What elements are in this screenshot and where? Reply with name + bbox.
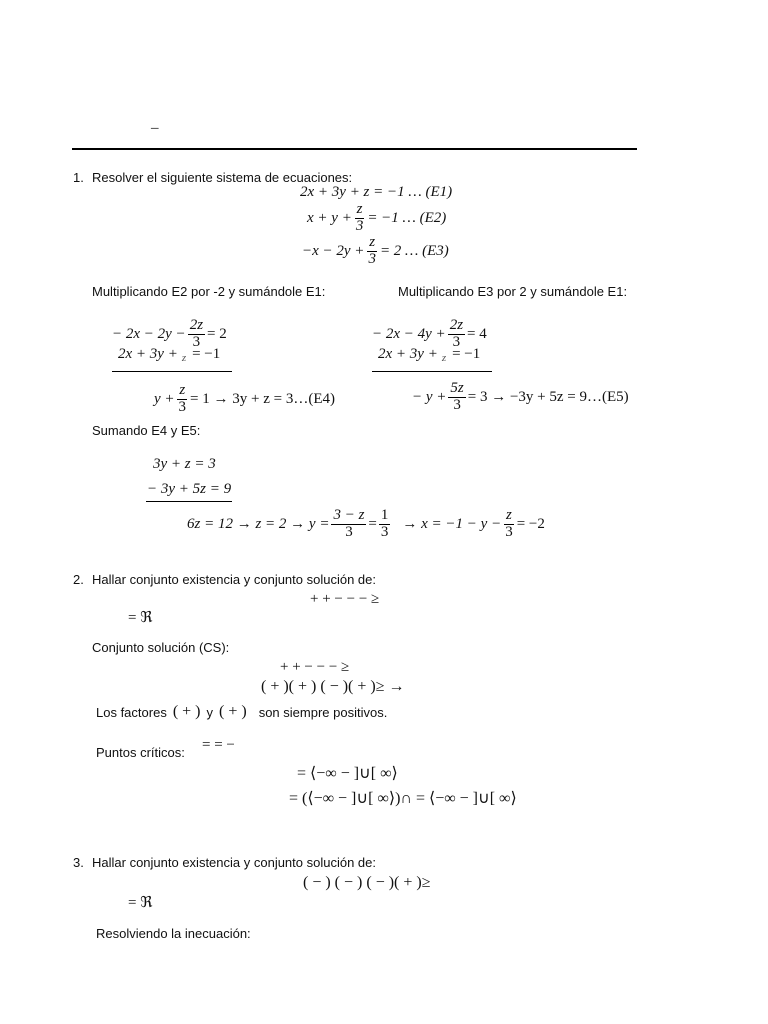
faded-z: z	[441, 352, 447, 364]
step-sum-e4-e5: Sumando E4 y E5:	[92, 423, 201, 438]
problem-2-expression: + + − − − ≥	[310, 591, 380, 607]
equation-e2-left: x + y +	[307, 209, 352, 226]
expr: − y +	[412, 388, 447, 405]
puntos-criticos-values: = = −	[202, 737, 235, 753]
expr: = 3 → −3y + 5z = 9…(E5)	[467, 388, 629, 405]
equation-e3-fraction	[366, 235, 378, 268]
expr: 2x + 3y +	[118, 346, 178, 362]
interval-2: = (⟨−∞ − ]∪[ ∞⟩)∩ = ⟨−∞ − ]∪[ ∞⟩	[289, 790, 517, 807]
equation-e2-right: = −1 … (E2)	[367, 209, 447, 226]
resolviendo-label: Resolviendo la inecuación:	[96, 926, 251, 941]
factor-1: ( + )	[172, 703, 201, 720]
expr: = 4	[467, 325, 487, 342]
right-elim-result	[412, 381, 629, 414]
expr: y +	[154, 390, 175, 407]
expr: = −1	[452, 346, 481, 362]
fraction-numerator: z	[356, 201, 363, 217]
fraction-denominator: 3	[380, 523, 389, 540]
equation-e3-right: = 2 … (E3)	[379, 242, 449, 259]
header-dash: –	[151, 120, 159, 136]
fraction	[379, 508, 391, 541]
right-elim-row-2	[378, 346, 480, 364]
equation-e2-fraction	[354, 202, 366, 235]
left-elim-row-2	[118, 346, 220, 364]
equation-e3	[302, 235, 449, 268]
fraction-numerator: 1	[380, 507, 389, 523]
fraction-numerator: z	[369, 234, 376, 250]
fraction-numerator: 3 − z	[333, 507, 365, 523]
expr: = −1	[192, 346, 221, 362]
factor-2: ( + )	[219, 703, 247, 720]
fraction-denominator: 3	[505, 523, 513, 540]
factores-line	[96, 703, 387, 721]
left-elim-rule	[112, 371, 232, 372]
cs-factored: ( + )( + ) ( − )( + )≥ →	[261, 678, 405, 695]
fraction	[448, 381, 465, 414]
sum-row-2: − 3y + 5z = 9	[147, 481, 232, 497]
expr: → x = −1 − y −	[402, 515, 502, 532]
fraction-numerator: 2z	[449, 317, 464, 333]
fraction-numerator: 5z	[450, 380, 464, 396]
problem-1-number: 1.	[73, 170, 84, 185]
fraction-denominator: 3	[345, 523, 353, 540]
sum-rule	[146, 501, 232, 502]
fraction-denominator: 3	[453, 396, 461, 413]
fraction	[177, 383, 189, 416]
problem-3-inequality: ( − ) ( − ) ( − )( + )≥	[303, 874, 431, 891]
puntos-criticos-label: Puntos críticos:	[96, 745, 185, 760]
problem-3-title: Hallar conjunto existencia y conjunto solución de:	[92, 855, 377, 870]
fraction	[331, 508, 366, 541]
expr: = 2	[207, 325, 227, 342]
cs-label: Conjunto solución (CS):	[92, 640, 230, 655]
interval-1: = ⟨−∞ − ]∪[ ∞⟩	[297, 765, 398, 782]
problem-2-title: Hallar conjunto existencia y conjunto solución de:	[92, 572, 377, 587]
problem-3-number: 3.	[73, 855, 84, 870]
problem-3-ce: = ℜ	[128, 895, 153, 911]
fraction-numerator: 2z	[189, 317, 204, 333]
header-rule	[72, 148, 637, 150]
expr: =	[368, 515, 377, 532]
cs-expression: + + − − − ≥	[280, 659, 350, 675]
problem-2-ce: = ℜ	[128, 610, 153, 626]
factores-y: y	[206, 704, 214, 720]
final-solution	[187, 508, 545, 541]
faded-z: z	[181, 352, 187, 364]
step-multiply-e3: Multiplicando E3 por 2 y sumándole E1:	[398, 284, 628, 299]
expr: = −2	[516, 515, 545, 532]
factores-text-end: son siempre positivos.	[258, 704, 388, 720]
expr: 2x + 3y +	[378, 346, 438, 362]
fraction-numerator: z	[179, 382, 186, 398]
equation-e2	[307, 202, 446, 235]
right-elim-rule	[372, 371, 492, 372]
sum-row-1: 3y + z = 3	[153, 456, 216, 472]
problem-1-title: Resolver el siguiente sistema de ecuaciones:	[92, 170, 353, 185]
factores-text: Los factores	[96, 704, 167, 720]
fraction-denominator: 3	[452, 333, 461, 350]
fraction-denominator: 3	[178, 398, 187, 415]
expr: = 1 → 3y + z = 3…(E4)	[190, 390, 335, 407]
fraction-denominator: 3	[355, 217, 364, 234]
expr: 6z = 12 → z = 2 → y =	[187, 515, 330, 532]
fraction-denominator: 3	[368, 250, 376, 267]
fraction-numerator: z	[506, 507, 512, 523]
equation-e3-left: −x − 2y +	[302, 242, 365, 259]
expr: − 2x − 4y +	[372, 325, 446, 342]
equation-e1: 2x + 3y + z = −1 … (E1)	[300, 184, 453, 200]
fraction-denominator: 3	[192, 333, 201, 350]
expr: − 2x − 2y −	[112, 325, 186, 342]
problem-2-number: 2.	[73, 572, 84, 587]
left-elim-result	[154, 383, 335, 416]
step-multiply-e2: Multiplicando E2 por -2 y sumándole E1:	[92, 284, 326, 299]
fraction	[503, 508, 515, 541]
